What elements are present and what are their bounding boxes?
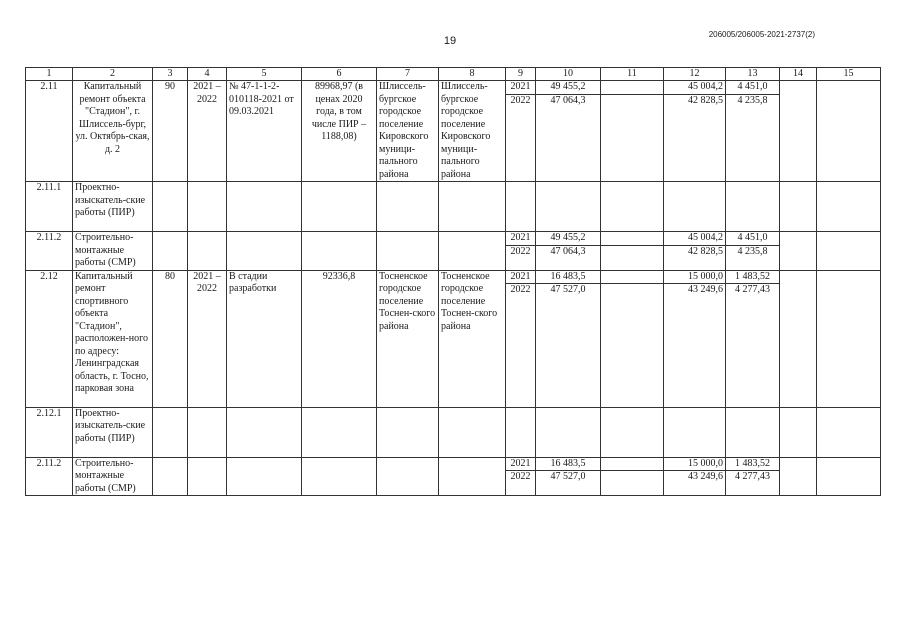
column-number-row <box>26 68 881 81</box>
cell-years <box>506 457 536 496</box>
year-value: 2021 <box>510 232 531 243</box>
column-header: 13 <box>726 68 780 81</box>
amount-value: 45 004,2 <box>688 232 723 243</box>
object-name: Проектно-изыскатель-ские работы (ПИР) <box>73 407 153 457</box>
cell-local <box>726 232 780 271</box>
object-name: Капитальный ремонт спортивного объекта "Стадион", расположен-ного по адресу: Ленинградская область, г. Тосно, парковая зона <box>73 270 153 407</box>
cell-cost: 92336,8 <box>302 270 377 407</box>
cell-regional <box>664 457 726 496</box>
amount-value: 1 483,52 <box>735 270 770 282</box>
cell-cost: 89968,97 (в ценах 2020 года, в том числе ПИР – 1188,08) <box>302 81 377 182</box>
amount-value: 4 277,43 <box>735 471 770 482</box>
cell-local <box>726 81 780 182</box>
cell-col15 <box>817 270 881 407</box>
cell-recipient: Шлиссель-бургское городское поселение Кировского муници-пального района <box>439 81 506 182</box>
amount-value: 4 277,43 <box>735 284 770 295</box>
column-header: 3 <box>153 68 188 81</box>
cell-col14 <box>780 81 817 182</box>
table-row <box>26 81 881 182</box>
cell-total <box>536 270 601 407</box>
amount-value: 43 249,6 <box>688 284 723 295</box>
year-value: 2021 <box>510 270 531 282</box>
amount-value: 4 451,0 <box>737 232 768 243</box>
object-name: Проектно-изыскатель-ские работы (ПИР) <box>73 182 153 232</box>
cell-period: 2021 – 2022 <box>188 81 227 182</box>
column-header: 1 <box>26 68 73 81</box>
year-value: 2022 <box>510 245 531 257</box>
cell-period: 2021 – 2022 <box>188 270 227 407</box>
program-table <box>25 67 881 496</box>
cell-customer: Шлиссель-бургское городское поселение Кировского муници-пального района <box>377 81 439 182</box>
cell-col15 <box>817 81 881 182</box>
page-number: 19 <box>443 35 457 47</box>
amount-value: 4 451,0 <box>737 81 768 92</box>
row-number: 2.11.2 <box>26 232 73 271</box>
cell-years <box>506 270 536 407</box>
year-value: 2021 <box>510 81 531 92</box>
cell-local <box>726 457 780 496</box>
cell-regional <box>664 270 726 407</box>
amount-value: 4 235,8 <box>737 245 768 257</box>
column-header: 5 <box>227 68 302 81</box>
cell-col11 <box>601 457 664 496</box>
amount-value: 47 527,0 <box>550 284 586 295</box>
table-row <box>26 270 881 407</box>
column-header: 7 <box>377 68 439 81</box>
cell-years <box>506 232 536 271</box>
object-name: Строительно-монтажные работы (СМР) <box>73 232 153 271</box>
table-row <box>26 407 881 457</box>
amount-value: 15 000,0 <box>688 457 723 469</box>
column-header: 4 <box>188 68 227 81</box>
amount-value: 16 483,5 <box>550 457 586 469</box>
amount-value: 15 000,0 <box>688 270 723 282</box>
row-number: 2.11.1 <box>26 182 73 232</box>
year-value: 2022 <box>510 284 531 295</box>
column-header: 11 <box>601 68 664 81</box>
cell-col3: 80 <box>153 270 188 407</box>
year-value: 2022 <box>510 94 531 106</box>
document-number: 206005/206005-2021-2737(2) <box>708 30 815 39</box>
cell-expertise: В стадии разработки <box>227 270 302 407</box>
amount-value: 47 064,3 <box>550 94 586 106</box>
row-number: 2.11 <box>26 81 73 182</box>
column-header: 2 <box>73 68 153 81</box>
cell-total <box>536 457 601 496</box>
column-header: 9 <box>506 68 536 81</box>
year-value: 2021 <box>510 457 531 469</box>
cell-expertise: № 47-1-1-2-010118-2021 от 09.03.2021 <box>227 81 302 182</box>
amount-value: 47 064,3 <box>550 245 586 257</box>
row-number: 2.11.2 <box>26 457 73 496</box>
object-name: Капитальный ремонт объекта "Стадион", г. Шлиссель-бург, ул. Октябрь-ская, д. 2 <box>73 81 153 182</box>
cell-col11 <box>601 81 664 182</box>
object-name: Строительно-монтажные работы (СМР) <box>73 457 153 496</box>
column-header: 15 <box>817 68 881 81</box>
cell-regional <box>664 232 726 271</box>
cell-regional <box>664 81 726 182</box>
amount-value: 4 235,8 <box>737 94 768 106</box>
table-row <box>26 457 881 496</box>
cell-col11 <box>601 270 664 407</box>
year-value: 2022 <box>510 471 531 482</box>
amount-value: 49 455,2 <box>550 232 586 243</box>
amount-value: 49 455,2 <box>550 81 586 92</box>
table-row <box>26 182 881 232</box>
amount-value: 43 249,6 <box>688 471 723 482</box>
amount-value: 42 828,5 <box>688 94 723 106</box>
cell-col14 <box>780 270 817 407</box>
cell-customer: Тосненское городское поселение Тоснен-ского района <box>377 270 439 407</box>
cell-col3: 90 <box>153 81 188 182</box>
row-number: 2.12 <box>26 270 73 407</box>
amount-value: 42 828,5 <box>688 245 723 257</box>
column-header: 8 <box>439 68 506 81</box>
row-number: 2.12.1 <box>26 407 73 457</box>
column-header: 6 <box>302 68 377 81</box>
cell-total <box>536 81 601 182</box>
cell-local <box>726 270 780 407</box>
amount-value: 45 004,2 <box>688 81 723 92</box>
column-header: 12 <box>664 68 726 81</box>
amount-value: 47 527,0 <box>550 471 586 482</box>
cell-col11 <box>601 232 664 271</box>
cell-years <box>506 81 536 182</box>
table-row <box>26 232 881 271</box>
amount-value: 16 483,5 <box>550 270 586 282</box>
cell-recipient: Тосненское городское поселение Тоснен-ского района <box>439 270 506 407</box>
amount-value: 1 483,52 <box>735 457 770 469</box>
column-header: 14 <box>780 68 817 81</box>
column-header: 10 <box>536 68 601 81</box>
cell-total <box>536 232 601 271</box>
